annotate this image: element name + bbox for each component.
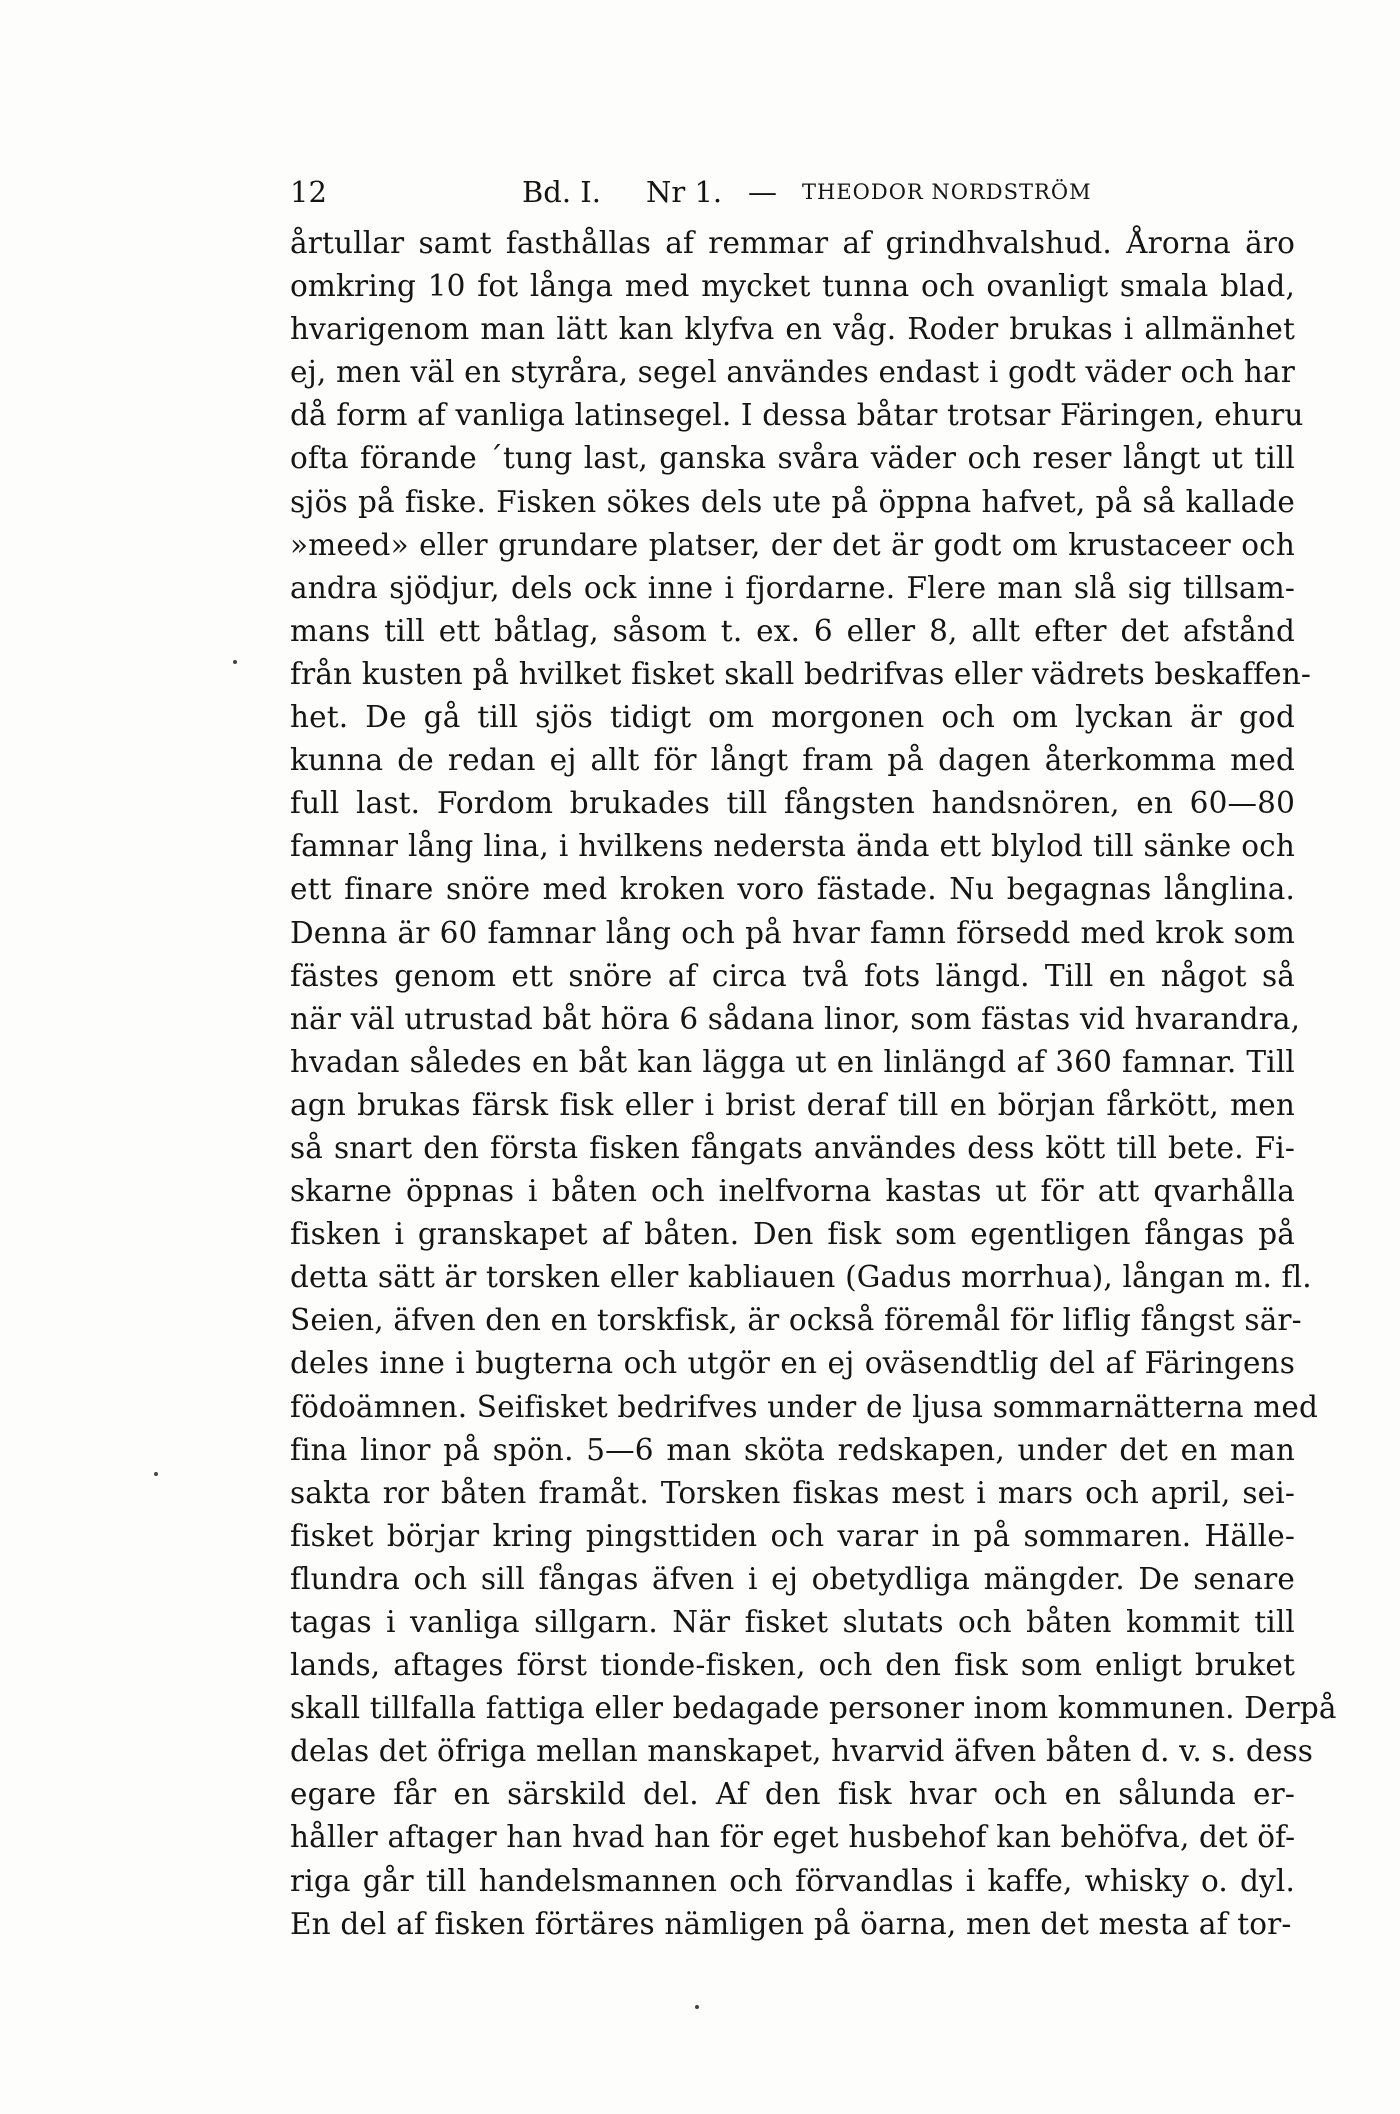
text-line: egare får en särskild del. Af den fisk hvar och en sålunda er-	[290, 1777, 1295, 1812]
print-speck	[233, 660, 237, 664]
text-line: från kusten på hvilket fisket skall bedrifvas eller vädrets beskaffen-	[290, 656, 1312, 691]
text-line: så snart den första fisken fångats användes dess kött till bete. Fi-	[290, 1130, 1295, 1165]
text-line: famnar lång lina, i hvilkens nedersta ända ett blylod till sänke och	[290, 829, 1295, 864]
text-line: Seien, äfven den en torskfisk, är också föremål för liflig fångst sär-	[290, 1303, 1302, 1338]
text-line: »meed» eller grundare platser, der det är godt om krustaceer och	[290, 527, 1295, 562]
text-line: ej, men väl en styråra, segel användes endast i godt väder och har	[290, 355, 1295, 390]
text-line: omkring 10 fot långa med mycket tunna och ovanligt smala blad,	[290, 269, 1295, 304]
text-line: fisket börjar kring pingsttiden och varar in på sommaren. Hälle-	[290, 1518, 1295, 1553]
text-line: andra sjödjur, dels ock inne i fjordarne. Flere man slå sig tillsam-	[290, 570, 1295, 605]
text-line: riga går till handelsmannen och förvandlas i kaffe, whisky o. dyl.	[290, 1863, 1295, 1898]
running-head	[290, 172, 1092, 212]
text-line: sakta ror båten framåt. Torsken fiskas mest i mars och april, sei-	[290, 1475, 1295, 1510]
text-line: hvadan således en båt kan lägga ut en linlängd af 360 famnar. Till	[290, 1044, 1295, 1079]
text-line: skarne öppnas i båten och inelfvorna kastas ut för att qvarhålla	[290, 1174, 1295, 1209]
text-line: flundra och sill fångas äfven i ej obetydliga mängder. De senare	[290, 1561, 1295, 1596]
text-line: skall tillfalla fattiga eller bedagade personer inom kommunen. Derpå	[290, 1691, 1337, 1726]
text-line: håller aftager han hvad han för eget husbehof kan behöfva, det öf-	[290, 1820, 1296, 1855]
header-dash: —	[748, 175, 777, 209]
text-line: sjös på fiske. Fisken sökes dels ute på öppna hafvet, på så kallade	[290, 484, 1295, 519]
text-line: fisken i granskapet af båten. Den fisk som egentligen fångas på	[290, 1217, 1295, 1252]
text-line: fästes genom ett snöre af circa två fots längd. Till en något så	[290, 958, 1295, 993]
issue-number: Nr 1.	[646, 175, 723, 209]
text-line: Denna är 60 famnar lång och på hvar famn försedd med krok som	[290, 915, 1295, 950]
print-speck	[154, 1472, 158, 1476]
text-line: detta sätt är torsken eller kabliauen (Gadus morrhua), långan m. fl.	[290, 1260, 1312, 1295]
text-line: när väl utrustad båt höra 6 sådana linor, som fästas vid hvarandra,	[290, 1001, 1301, 1036]
text-line: årtullar samt fasthållas af remmar af grindhvalshud. Årorna äro	[290, 226, 1295, 260]
print-speck	[695, 2005, 699, 2009]
text-line: hvarigenom man lätt kan klyfva en våg. Roder brukas i allmänhet	[290, 312, 1295, 347]
body-text	[290, 222, 1337, 1946]
text-line: lands, aftages först tionde-fisken, och den fisk som enligt bruket	[290, 1648, 1295, 1683]
text-line: deles inne i bugterna och utgör en ej oväsendtlig del af Färingens	[290, 1346, 1295, 1381]
text-line: delas det öfriga mellan manskapet, hvarvid äfven båten d. v. s. dess	[290, 1734, 1314, 1769]
text-line: mans till ett båtlag, såsom t. ex. 6 eller 8, allt efter det afstånd	[290, 613, 1295, 648]
author-name: THEODOR NORDSTRÖM	[802, 180, 1092, 204]
text-line: agn brukas färsk fisk eller i brist deraf till en början fårkött, men	[290, 1087, 1295, 1122]
text-line: födoämnen. Seifisket bedrifves under de ljusa sommarnätterna med	[290, 1389, 1319, 1424]
text-line: tagas i vanliga sillgarn. När fisket slutats och båten kommit till	[290, 1605, 1295, 1639]
text-line: ofta förande ´tung last, ganska svåra väder och reser långt ut till	[290, 441, 1295, 476]
text-line: ett finare snöre med kroken voro fästade. Nu begagnas långlina.	[290, 872, 1295, 907]
text-line: fina linor på spön. 5—6 man sköta redskapen, under det en man	[290, 1432, 1295, 1467]
text-line: då form af vanliga latinsegel. I dessa båtar trotsar Färingen, ehuru	[290, 398, 1304, 433]
text-line: full last. Fordom brukades till fångsten handsnören, en 60—80	[290, 786, 1295, 821]
text-line: En del af fisken förtäres nämligen på öarna, men det mesta af tor-	[290, 1906, 1292, 1941]
page-number: 12	[290, 175, 327, 209]
volume-label: Bd. I.	[522, 175, 601, 209]
text-line: het. De gå till sjös tidigt om morgonen och om lyckan är god	[290, 700, 1295, 735]
text-line: kunna de redan ej allt för långt fram på dagen återkomma med	[290, 743, 1295, 778]
